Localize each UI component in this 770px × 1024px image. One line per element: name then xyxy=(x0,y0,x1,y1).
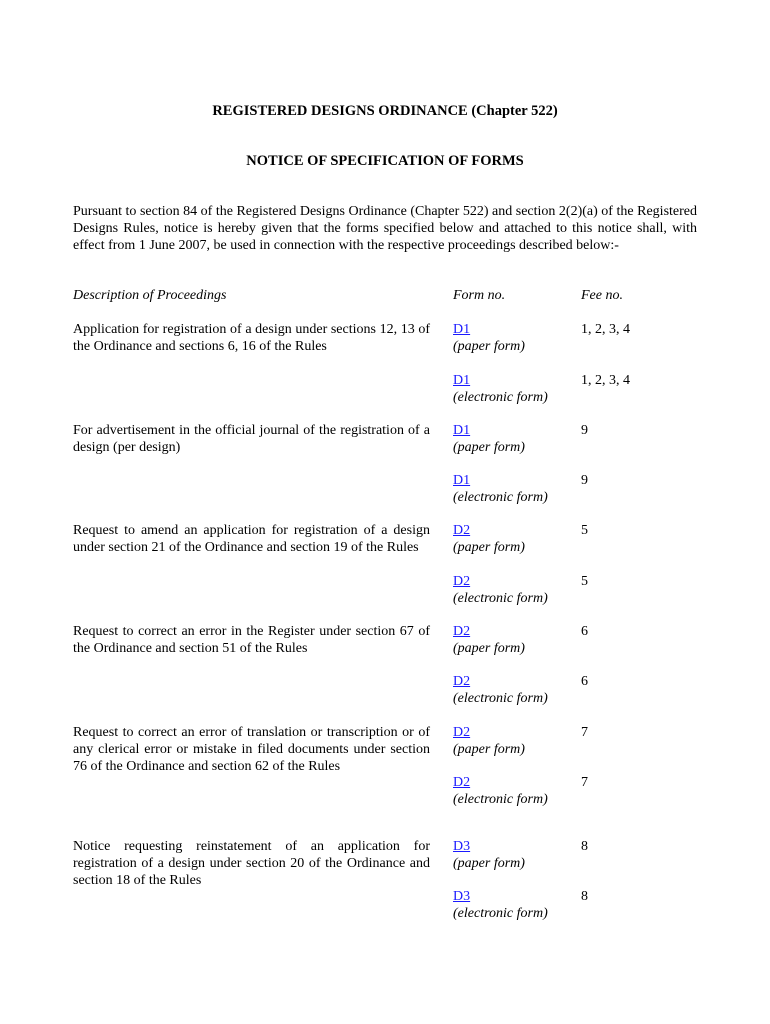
proceeding-description: Request to amend an application for registration of a design under section 21 of the Ordinance and section 19 of the Rules xyxy=(73,523,430,555)
fee-number: 7 xyxy=(581,775,588,790)
form-link[interactable]: D2 xyxy=(453,624,471,639)
form-type: (paper form) xyxy=(453,339,525,354)
form-entry xyxy=(453,372,548,406)
form-entry xyxy=(453,623,525,657)
header-description: Description of Proceedings xyxy=(73,288,227,303)
fee-number: 6 xyxy=(581,624,588,639)
form-link[interactable]: D2 xyxy=(453,725,471,740)
form-entry xyxy=(453,673,548,707)
form-entry xyxy=(453,573,548,607)
form-type: (electronic form) xyxy=(453,792,548,807)
form-entry xyxy=(453,522,525,556)
form-type: (paper form) xyxy=(453,440,525,455)
form-type: (paper form) xyxy=(453,742,525,757)
fee-number: 9 xyxy=(581,423,588,438)
proceeding-description: Request to correct an error in the Register under section 67 of the Ordinance and section 51 of the Rules xyxy=(73,624,430,656)
proceeding-description: Request to correct an error of translation or transcription or of any clerical error or mistake in filed documents under section 76 of the Ordinance and section 62 of the Rules xyxy=(73,725,430,774)
form-link[interactable]: D2 xyxy=(453,674,471,689)
proceeding-description: For advertisement in the official journal of the registration of a design (per design) xyxy=(73,423,430,455)
fee-number: 8 xyxy=(581,839,588,854)
header-form-no: Form no. xyxy=(453,288,506,303)
proceeding-description: Application for registration of a design under sections 12, 13 of the Ordinance and sections 6, 16 of the Rules xyxy=(73,322,430,354)
fee-number: 8 xyxy=(581,889,588,904)
intro-paragraph: Pursuant to section 84 of the Registered Designs Ordinance (Chapter 522) and section 2(2)(a) of the Registered Designs Rules, notice is hereby given that the forms specified below and attached to this notice shall, with effect from 1 June 2007, be used in connection with the respective proceedings described below:- xyxy=(73,204,697,253)
form-link[interactable]: D1 xyxy=(453,473,471,488)
form-entry xyxy=(453,472,548,506)
fee-number: 1, 2, 3, 4 xyxy=(581,322,630,337)
form-entry xyxy=(453,774,548,808)
form-link[interactable]: D1 xyxy=(453,322,471,337)
document-title: REGISTERED DESIGNS ORDINANCE (Chapter 522) xyxy=(212,103,558,119)
form-link[interactable]: D2 xyxy=(453,523,471,538)
form-link[interactable]: D2 xyxy=(453,574,471,589)
form-link[interactable]: D3 xyxy=(453,889,471,904)
form-link[interactable]: D1 xyxy=(453,373,471,388)
form-type: (paper form) xyxy=(453,540,525,555)
document-subtitle: NOTICE OF SPECIFICATION OF FORMS xyxy=(246,153,524,169)
form-entry xyxy=(453,838,525,872)
form-type: (electronic form) xyxy=(453,691,548,706)
fee-number: 5 xyxy=(581,574,588,589)
form-type: (electronic form) xyxy=(453,390,548,405)
form-entry xyxy=(453,888,548,922)
header-fee-no: Fee no. xyxy=(581,288,623,303)
form-type: (electronic form) xyxy=(453,906,548,921)
form-link[interactable]: D3 xyxy=(453,839,471,854)
form-type: (electronic form) xyxy=(453,591,548,606)
fee-number: 5 xyxy=(581,523,588,538)
proceeding-description: Notice requesting reinstatement of an application for registration of a design under section 20 of the Ordinance and section 18 of the Rules xyxy=(73,839,430,888)
fee-number: 6 xyxy=(581,674,588,689)
form-entry xyxy=(453,321,525,355)
form-link[interactable]: D2 xyxy=(453,775,471,790)
form-entry xyxy=(453,422,525,456)
form-type: (electronic form) xyxy=(453,490,548,505)
form-entry xyxy=(453,724,525,758)
fee-number: 9 xyxy=(581,473,588,488)
form-type: (paper form) xyxy=(453,641,525,656)
form-link[interactable]: D1 xyxy=(453,423,471,438)
fee-number: 1, 2, 3, 4 xyxy=(581,373,630,388)
fee-number: 7 xyxy=(581,725,588,740)
form-type: (paper form) xyxy=(453,856,525,871)
